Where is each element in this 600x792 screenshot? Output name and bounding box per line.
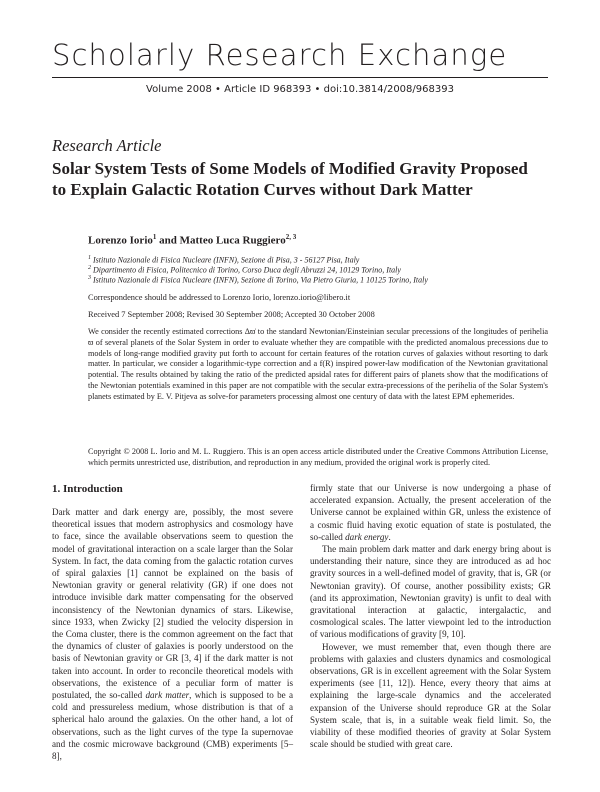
header-rule [52,77,548,78]
author-affil-ref: 2, 3 [285,233,297,241]
affiliation [88,255,359,265]
received-dates: Received 7 September 2008; Revised 30 September 2008; Accepted 30 October 2008 [88,310,375,319]
paragraph [52,506,293,762]
correspondence-note: Correspondence should be addressed to Lorenzo Iorio, lorenzo.iorio@libero.it [88,293,351,302]
section-heading: 1. Introduction [52,483,123,495]
affiliation-number: 1 [88,255,91,261]
emphasized-term: dark matter [145,690,190,701]
journal-title: Scholarly Research Exchange [52,38,508,72]
affiliation-number: 2 [88,265,91,271]
body-column-right [310,482,551,750]
paragraph-text: Dark matter and dark energy are, possibly, the most severe theoretical issues that modern astrophysics and cosmology have to face, since the available observations seem to question the model of gravitational interaction on a scale larger than the Solar System. In fact, the data coming from the galactic rotation curves of spiral galaxies [1] cannot be explained on the basis of Newtonian gravity or general relativity (GR) if one does not introduce invisible dark matter compensating for the observed inconsistency of the Newtonian dynamics of stars. Likewise, since 1933, when Zwicky [2] studied the velocity dispersion in the Coma cluster, there is the common agreement on the fact that the dynamics of cluster of galaxies is poorly understood on the basis of Newtonian gravity or GR [3, 4] if the dark matter is not taken into account. In order to reconcile theoretical models with observations, the existence of a peculiar form of matter is postulated, the so-called [52,507,293,701]
abstract: We consider the recently estimated corrections Δϖ̇ to the standard Newtonian/Einsteinian secular precessions of the longitudes of perihelia ϖ of several planets of the Solar System in order to evaluate whether they are compatible with the predicted anomalous precessions due to models of long-range modified gravity put forth to account for certain features of the rotation curves of galaxies without resorting to dark matter. In particular, we consider a logarithmic-type correction and a f(R) inspired power-law modification of the Newtonian gravitational potential. The results obtained by taking the ratio of the predicted apsidal rates for different pairs of planets show that the modifications of the Newtonian potentials examined in this paper are not compatible with the secular extra-precessions of the perihelia of the Solar System's planets estimated by E. V. Pitjeva as solve-for parameters processing almost one century of data with the latest EPM ephemerides. [88,327,548,401]
affiliation-text: Istituto Nazionale di Fisica Nucleare (INFN), Sezione di Pisa, 3 - 56127 Pisa, Italy [93,255,360,265]
journal-meta: Volume 2008 • Article ID 968393 • doi:10.3814/2008/968393 [146,84,454,95]
copyright-notice: Copyright © 2008 L. Iorio and M. L. Ruggiero. This is an open access article distributed under the Creative Commons Attribution License, which permits unrestricted use, distribution, and reproduction in any medium, provided the original work is properly cited. [88,447,548,467]
article-title-line: Solar System Tests of Some Models of Modified Gravity Proposed [52,159,528,178]
emphasized-term: dark energy [345,531,389,542]
article-title [52,158,552,200]
author-name[interactable]: Matteo Luca Ruggiero [179,234,286,247]
body-column-left [52,506,293,762]
author-list [88,233,296,247]
affiliation [88,275,428,285]
paragraph-text: . [388,531,391,542]
article-title-line: to Explain Galactic Rotation Curves without Dark Matter [52,180,473,199]
affiliation-text: Istituto Nazionale di Fisica Nucleare (INFN), Sezione di Torino, Via Pietro Giuria, 1 10125 Torino, Italy [93,275,428,285]
article-type: Research Article [52,136,162,155]
paragraph [310,482,551,543]
author-name[interactable]: Lorenzo Iorio [88,234,153,247]
author-conjunction: and [156,234,180,247]
paragraph: However, we must remember that, even though there are problems with galaxies and clusters dynamics and cosmological observations, GR is in excellent agreement with the Solar System experiments (see [11, 12]). Hence, every theory that aims at explaining the large-scale dynamics and the accelerated expansion of the Universe should reproduce GR at the Solar System scale, that is, in a suitable weak field limit. So, the viability of these modified theories of gravity at Solar System scale should be studied with great care. [310,641,551,750]
affiliation [88,265,401,275]
affiliation-number: 3 [88,275,91,281]
paragraph-text: , which is supposed to be a cold and pressureless medium, whose distribution is that of a spherical halo around the galaxies. On the other hand, a lot of observations, such as the light curves of the type Ia supernovae and the cosmic microwave background (CMB) experiments [5–8], [52,690,293,762]
paragraph-text: firmly state that our Universe is now undergoing a phase of accelerated expansion. Actually, the present acceleration of the Universe cannot be explained within GR, unless the existence of a cosmic fluid having exotic equation of state is postulated, the so-called [310,483,551,542]
author-affil-ref: 1 [152,233,157,241]
affiliation-text: Dipartimento di Fisica, Politecnico di Torino, Corso Duca degli Abruzzi 24, 10129 Torino, Italy [93,265,401,275]
paragraph: The main problem dark matter and dark energy bring about is understanding their nature, since they are introduced as ad hoc gravity sources in a well-defined model of gravity, that is, GR (or Newtonian gravity). Of course, another possibility exists; GR (and its approximation, Newtonian gravity) is unfit to deal with gravitational interaction at galactic, intergalactic, and cosmological scales. The latter viewpoint led to the introduction of various modifications of gravity [9, 10]. [310,544,551,640]
